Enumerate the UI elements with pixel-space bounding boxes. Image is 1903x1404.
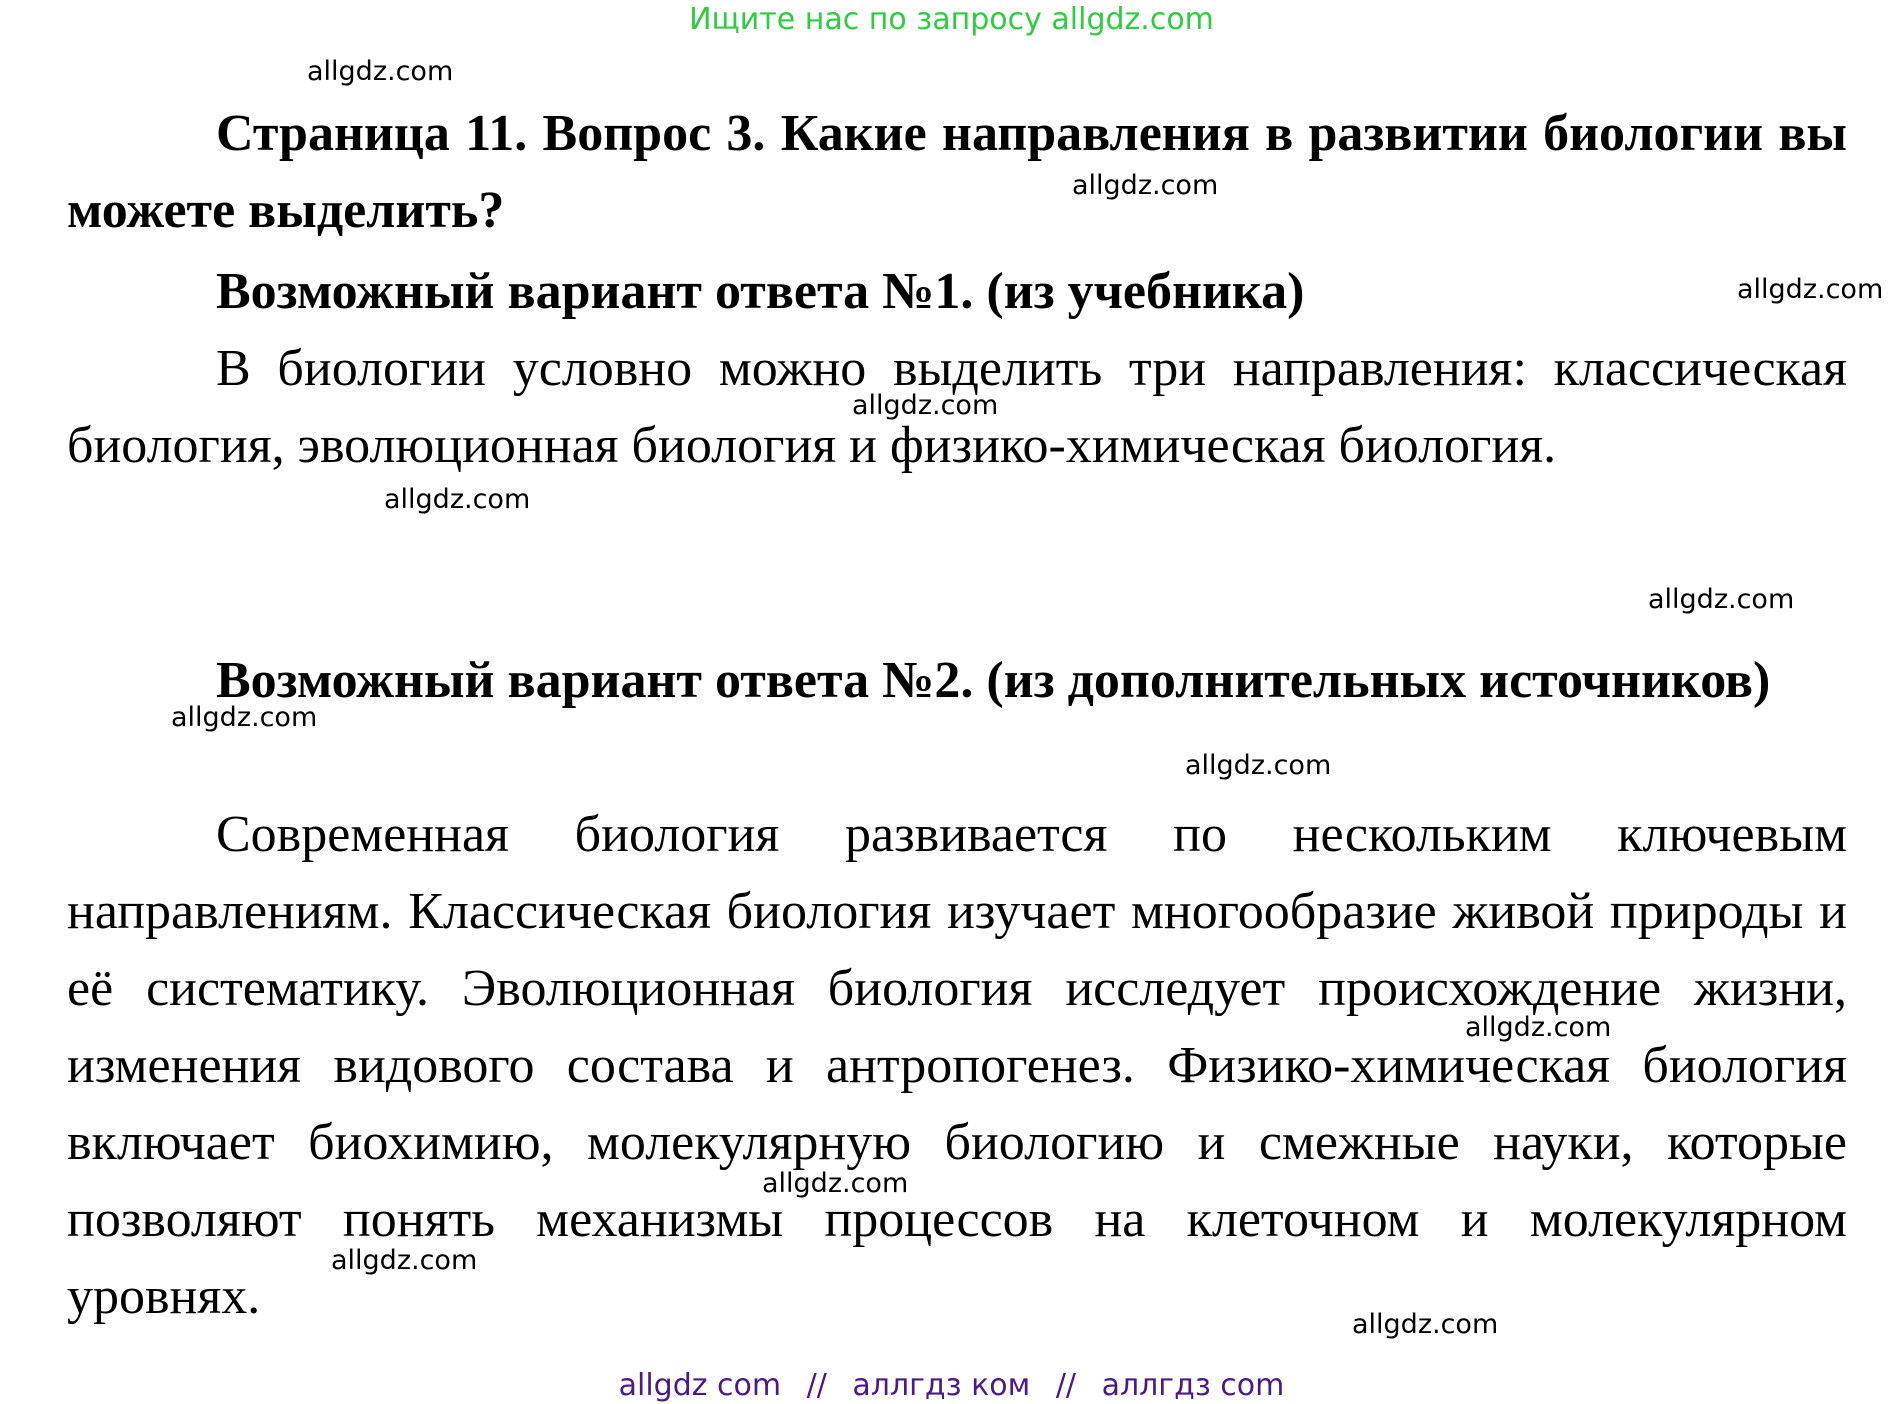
watermark: allgdz.com xyxy=(1648,584,1795,615)
watermark: allgdz.com xyxy=(1737,274,1884,305)
footer-link-3[interactable]: аллгдз com xyxy=(1101,1368,1285,1403)
answer1-text: В биологии условно можно выделить три направления: классическая биология, эволюционная биология и физико-химическая биология. xyxy=(67,340,1847,474)
watermark: allgdz.com xyxy=(762,1168,909,1199)
watermark: allgdz.com xyxy=(171,702,318,733)
answer1-heading: Возможный вариант ответа №1. (из учебника) xyxy=(216,263,1305,320)
watermark: allgdz.com xyxy=(384,484,531,515)
watermark: allgdz.com xyxy=(1072,170,1219,201)
footer-link-1[interactable]: allgdz com xyxy=(618,1368,782,1403)
footer-separator: // xyxy=(806,1368,827,1403)
watermark: allgdz.com xyxy=(852,390,999,421)
footer-link-2[interactable]: аллгдз ком xyxy=(852,1368,1031,1403)
footer-links xyxy=(0,1368,1903,1403)
answer2-heading: Возможный вариант ответа №2. (из дополнительных источников) xyxy=(216,652,1771,709)
watermark: allgdz.com xyxy=(331,1245,478,1276)
answer1-heading-block xyxy=(67,253,1847,330)
question-text: Страница 11. Вопрос 3. Какие направления в развитии биологии вы можете выделить? xyxy=(67,105,1847,239)
footer-separator: // xyxy=(1055,1368,1077,1403)
answer2-heading-block xyxy=(67,642,1847,719)
watermark: allgdz.com xyxy=(307,56,454,87)
watermark: allgdz.com xyxy=(1185,750,1332,781)
question-block xyxy=(67,95,1847,249)
search-hint-banner: Ищите нас по запросу allgdz.com xyxy=(689,2,1214,37)
watermark: allgdz.com xyxy=(1465,1012,1612,1043)
watermark: allgdz.com xyxy=(1352,1309,1499,1340)
answer2-text: Современная биология развивается по нескольким ключевым направлениям. Классическая биология изучает многообразие живой природы и её систематику. Эволюционная биология исследует происхождение жизни, изменения видового состава и антропогенез. Физико-химическая биология включает биохимию, молекулярную биологию и смежные науки, которые позволяют понять механизмы процессов на клеточном и молекулярном уровнях. xyxy=(67,806,1847,1325)
